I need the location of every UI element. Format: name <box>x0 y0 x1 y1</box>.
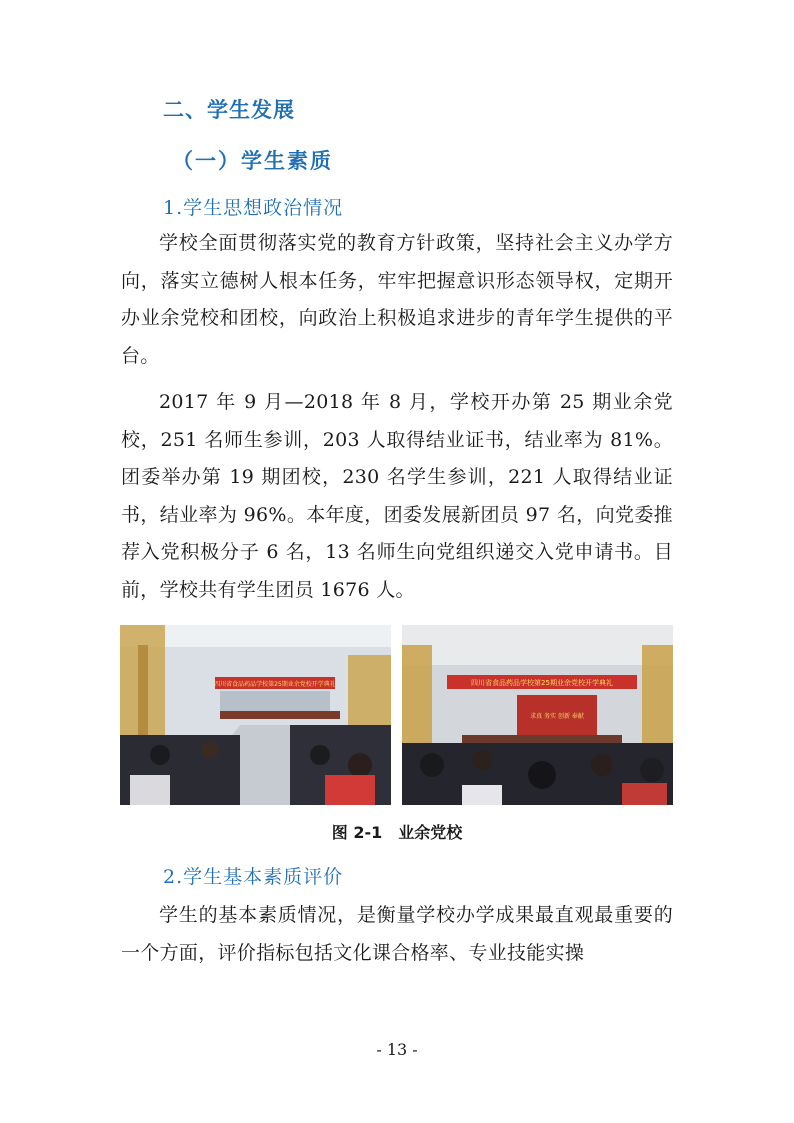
item-heading-quality: 2.学生基本素质评价 <box>163 866 344 888</box>
banner-text-1: 四川省食品药品学校第25期业余党校开学典礼 <box>214 681 336 688</box>
page-number: - 13 - <box>376 1040 418 1059</box>
figure-photo-party-school-1 <box>120 625 391 805</box>
subsection-heading: （一）学生素质 <box>172 149 333 173</box>
item-heading-political: 1.学生思想政治情况 <box>163 197 344 219</box>
figure-caption: 图 2-1 业余党校 <box>331 823 463 842</box>
figure-photo-party-school-2 <box>402 625 673 805</box>
paragraph-party-school-stats: 2017 年 9 月—2018 年 8 月，学校开办第 25 期业余党校，251 名师生参训，203 人取得结业证书，结业率为 81%。团委举办第 19 期团校，230 名学生参训，221 人取得结业证书，结业率为 96%。本年度，团委发展新团员 97 名，向党委推荐入党积极分子 6 名，13 名师生向党组织递交入党申请书。目前，学校共有学生团员 1676 人。 <box>121 391 673 601</box>
paragraph-quality-intro: 学生的基本素质情况，是衡量学校办学成果最直观最重要的一个方面，评价指标包括文化课合格率、专业技能实操 <box>121 904 673 964</box>
banner-text-2: 四川省食品药品学校第25期业余党校开学典礼 <box>471 679 613 687</box>
paragraph-political-intro: 学校全面贯彻落实党的教育方针政策，坚持社会主义办学方向，落实立德树人根本任务，牢牢把握意识形态领导权，定期开办业余党校和团校，向政治上积极追求进步的青年学生提供的平台。 <box>121 232 673 367</box>
screen-slogan: 求真 务实 创新 奉献 <box>530 713 584 720</box>
section-heading: 二、学生发展 <box>163 98 295 122</box>
